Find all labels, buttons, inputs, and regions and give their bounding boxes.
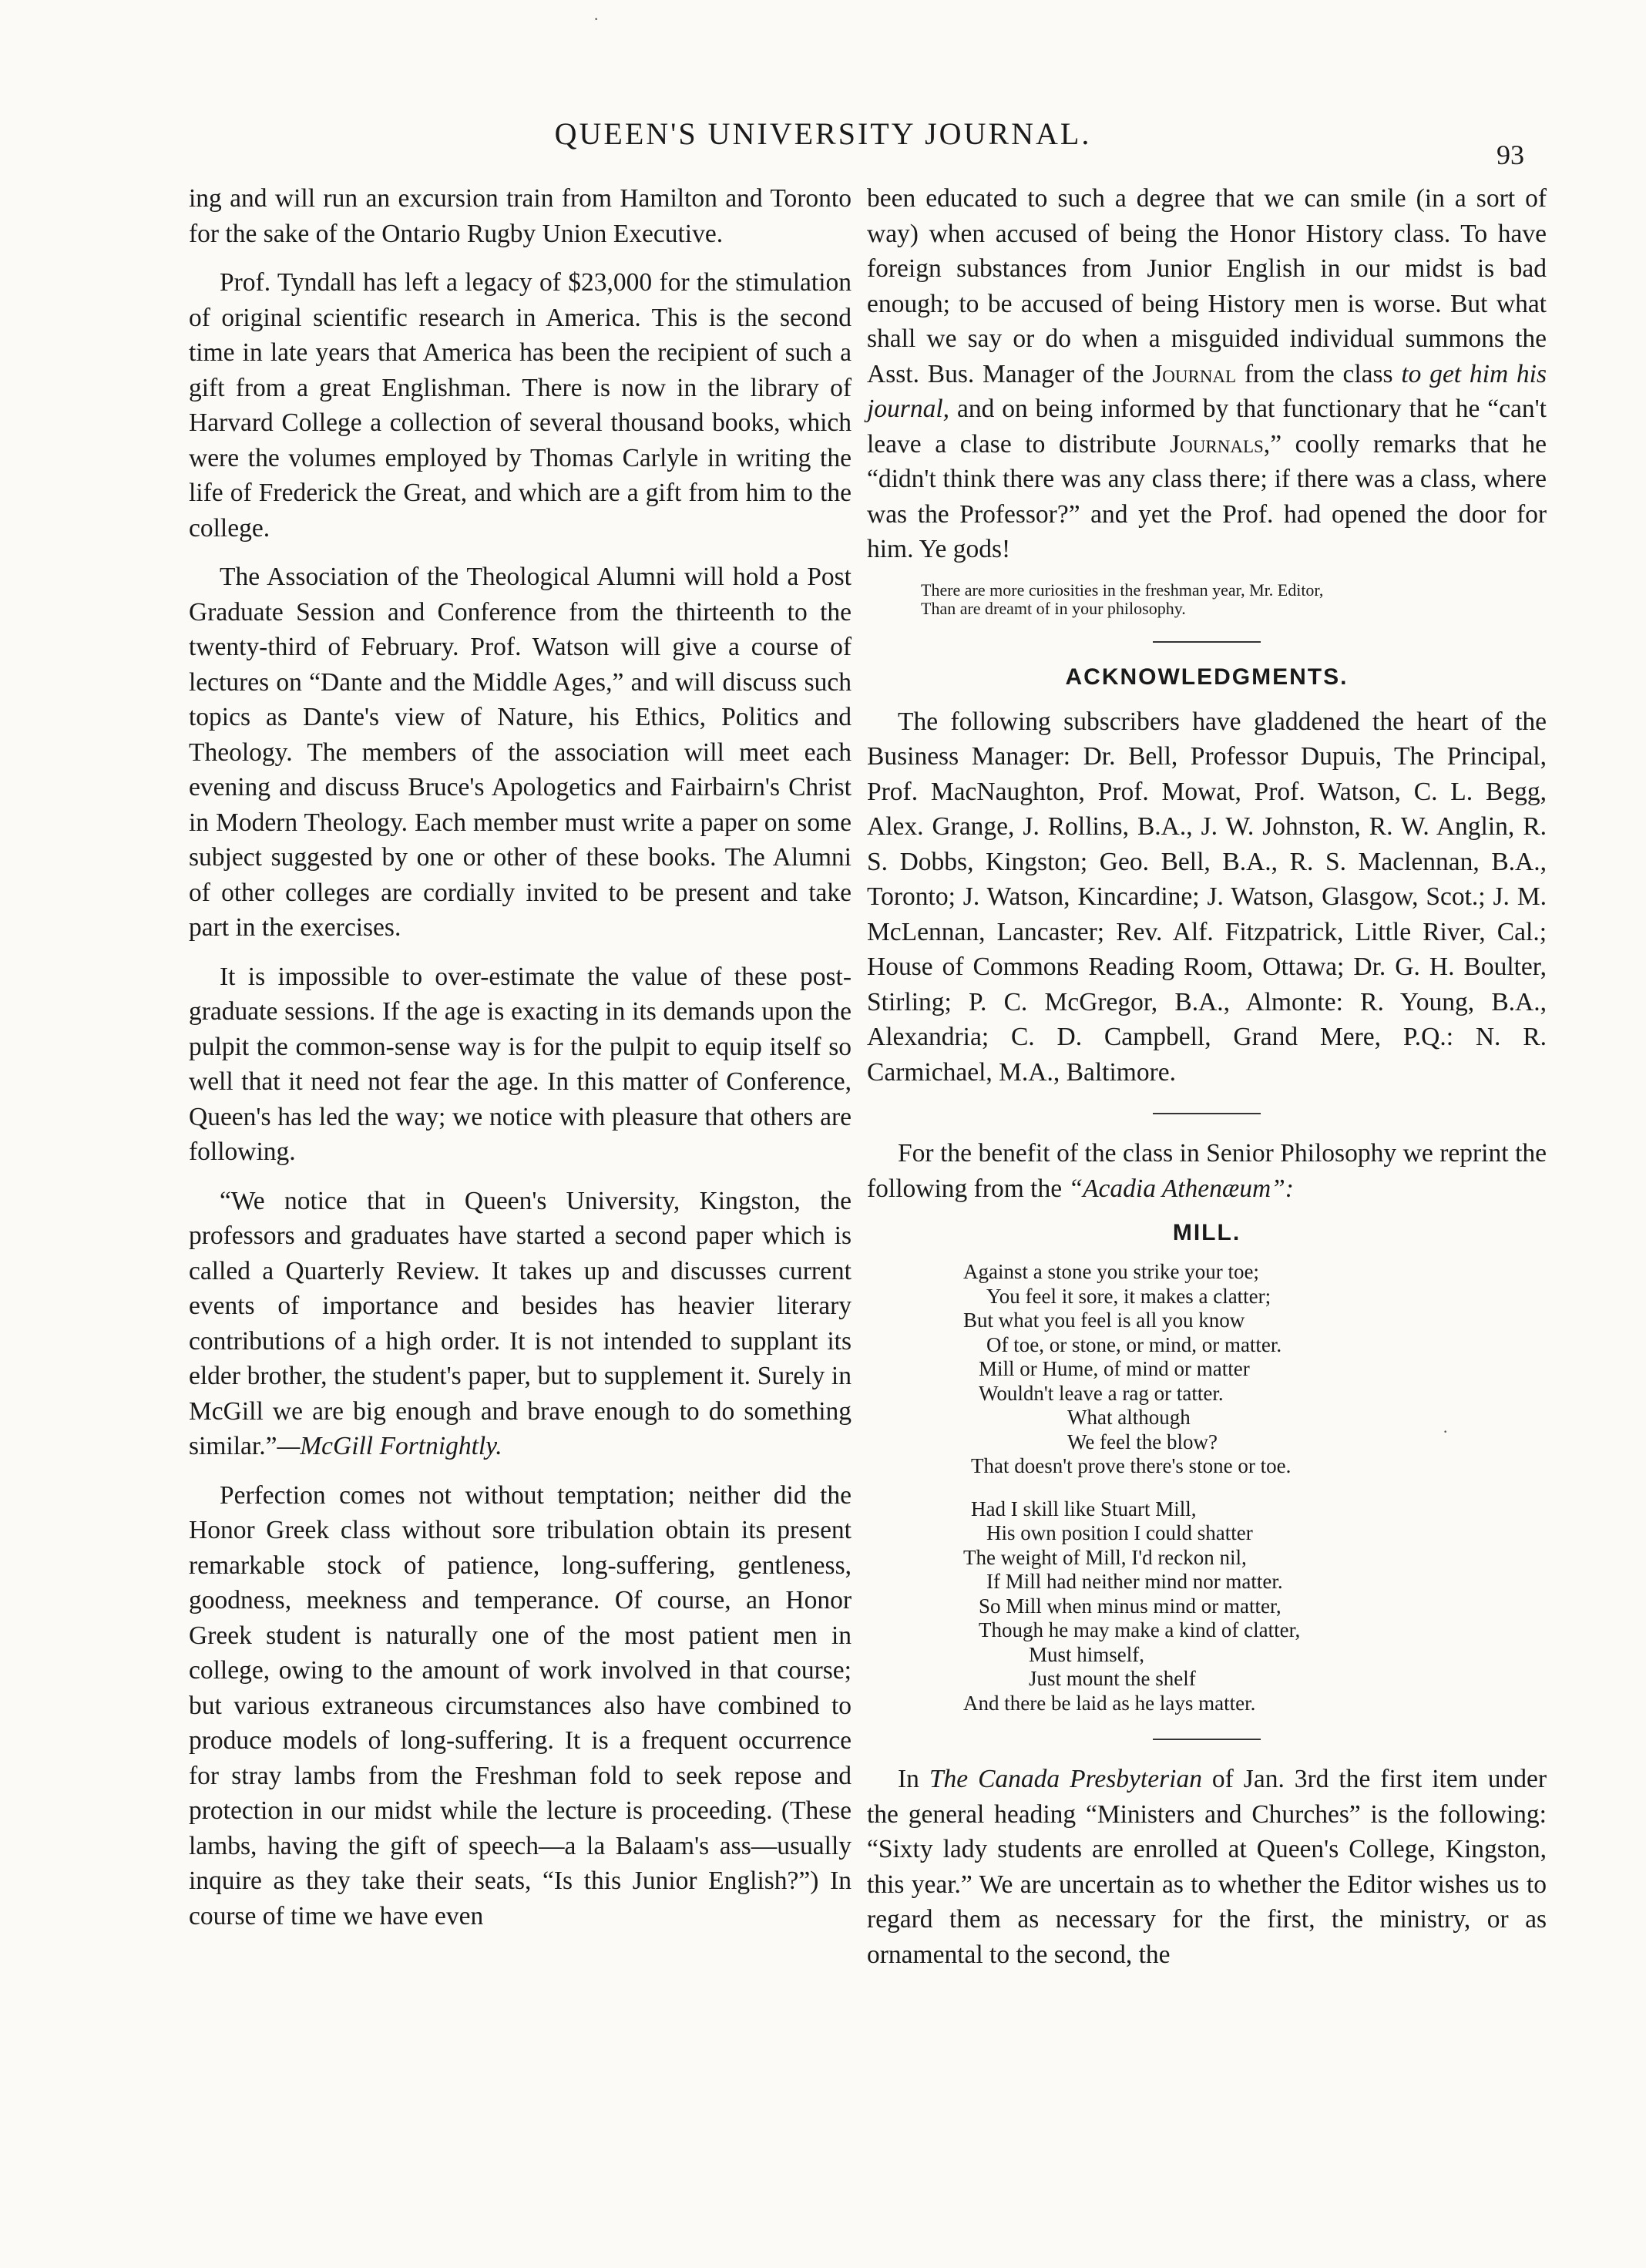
poem-stanza bbox=[963, 1497, 1547, 1716]
reprint-intro: For the benefit of the class in Senior Philosophy we reprint the following from the “Acadia Athenæum”: bbox=[867, 1139, 1547, 1203]
poem-line: Though he may make a kind of clatter, bbox=[979, 1618, 1301, 1641]
paragraph-theological-alumni: The Association of the Theological Alumni will hold a Post Graduate Session and Conference from the thirteenth to the twenty-third of February. Prof. Watson will give a course of lectures on “Dante and the Middle Ages,” and will discuss such topics as Dante's view of Nature, his Ethics, Politics and Theology. The members of the association will meet each evening and discuss Bruce's Apologetics and Fairbairn's Christ in Modern Theology. Each member must write a paper on some subject suggested by one or other of these books. The Alumni of other colleges are cordially invited to be present and take part in the exercises. bbox=[189, 563, 852, 942]
poem-line: And there be laid as he lays matter. bbox=[963, 1691, 1256, 1715]
poem-line: That doesn't prove there's stone or toe. bbox=[971, 1454, 1292, 1477]
journal-smallcaps: Journal bbox=[1152, 359, 1237, 388]
epigraph bbox=[867, 581, 1547, 618]
poem-line: What although bbox=[1067, 1406, 1191, 1429]
poem-line: Wouldn't leave a rag or tatter. bbox=[979, 1381, 1224, 1405]
paragraph-honor-greek: Perfection comes not without temptation; neither did the Honor Greek class without sore tribulation obtain its present remarkable stock of patience, long-suffering, gentleness, goodness, meekness and temperance. Of course, an Honor Greek student is naturally one of the most patient men in college, owing to the amount of work involved in that course; but various extraneous circumstances also have combined to produce models of long-suffering. It is a frequent occurrence for stray lambs from the Freshman fold to seek repose and protection in our midst while the lecture is proceeding. (These lambs, having the gift of speech—a la Balaam's ass—usually inquire as they take their seats, “Is this Junior English?”) In course of time we have even bbox=[189, 1480, 852, 1930]
poem-line: The weight of Mill, I'd reckon nil, bbox=[963, 1545, 1247, 1569]
poem-line: If Mill had neither mind nor matter. bbox=[986, 1570, 1283, 1593]
paragraph-honor-history: been educated to such a degree that we can smile (in a sort of way) when accused of being the Honor History class. To have foreign substances from Junior English in our midst is bad enough; to be accused of being History men is worse. But what shall we say or do when a misguided individual summons the Asst. Bus. Manager of the Journal from the class to get him his journal, and on being informed by that functionary that he “can't leave a clase to distribute Journals,” coolly remarks that he “didn't think there was any class there; if there was a class, where was the Professor?” and yet the Prof. had opened the door for him. Ye gods! bbox=[867, 184, 1547, 563]
running-title: QUEEN'S UNIVERSITY JOURNAL. bbox=[554, 116, 1092, 151]
poem-stanza bbox=[963, 1260, 1547, 1479]
poem-line: Must himself, bbox=[1029, 1642, 1145, 1666]
poem-title: MILL. bbox=[1172, 1220, 1241, 1245]
poem-line: But what you feel is all you know bbox=[963, 1309, 1245, 1332]
quote-text: “We notice that in Queen's University, Kingston, the professors and graduates have started a second paper which is called a Quarterly Review. It takes up and discusses current events of importance and besides has heavier literary contributions of a high order. It is not intended to supplant its elder brother, the student's paper, but to supplement it. Surely in McGill we are big enough and brave enough to do something similar.” bbox=[189, 1186, 852, 1460]
paragraph-excursion: ing and will run an excursion train from Hamilton and Toronto for the sake of the Ontario Rugby Union Executive. bbox=[189, 184, 852, 248]
speck-mark: · bbox=[593, 9, 600, 29]
poem-line: We feel the blow? bbox=[1067, 1430, 1218, 1453]
reprint-source: “Acadia Athenæum”: bbox=[1068, 1174, 1294, 1203]
acknowledgments-paragraph: The following subscribers have gladdened the heart of the Business Manager: Dr. Bell, Professor Dupuis, The Principal, Prof. MacNaughton, Prof. Mowat, Prof. Watson, C. L. Begg, Alex. Grange, J. Rollins, B.A., J. W. Johnston, R. W. Anglin, R. S. Dobbs, Kingston; Geo. Bell, B.A., R. S. Maclennan, B.A., Toronto; J. Watson, Kincardine; J. Watson, Glasgow, Scot.; J. M. McLennan, Lancaster; Rev. Alf. Fitzpatrick, Little River, Cal.; House of Commons Reading Room, Ottawa; Dr. G. H. Boulter, Stirling; P. C. McGregor, B.A., Almonte: R. Young, B.A., Alexandria; C. D. Campbell, Grand Mere, P.Q.: N. R. Carmichael, M.A., Baltimore. bbox=[867, 707, 1547, 1087]
epigraph-line: Than are dreamt of in your philosophy. bbox=[921, 598, 1186, 618]
journals-smallcaps: Journals, bbox=[1170, 429, 1271, 459]
poem-line: Against a stone you strike your toe; bbox=[963, 1260, 1259, 1283]
right-column bbox=[867, 181, 1547, 1986]
section-divider bbox=[1153, 1113, 1261, 1114]
speck-mark: · bbox=[1443, 1422, 1449, 1441]
paragraph-post-graduate: It is impossible to over-estimate the value of these post-graduate sessions. If the age is exacting in its demands upon the pulpit the common-sense way is for the pulpit to equip itself so well that it need not fear the age. In this matter of Conference, Queen's has led the way; we notice with pleasure that others are following. bbox=[189, 962, 852, 1166]
poem-mill bbox=[963, 1260, 1547, 1715]
paragraph-canada-presbyterian: In The Canada Presbyterian of Jan. 3rd the first item under the general heading “Ministers and Churches” is the following: “Sixty lady students are enrolled at Queen's College, Kingston, this year.” We are uncertain as to whether the Editor wishes us to regard them as necessary for the first, the ministry, or as ornamental to the second, the bbox=[867, 1765, 1547, 1969]
poem-line: Of toe, or stone, or mind, or matter. bbox=[986, 1332, 1282, 1356]
canada-presbyterian-title: The Canada Presbyterian bbox=[929, 1765, 1202, 1793]
poem-line: Had I skill like Stuart Mill, bbox=[971, 1497, 1197, 1520]
section-divider bbox=[1153, 1739, 1261, 1740]
acknowledgments-heading: ACKNOWLEDGMENTS. bbox=[1065, 664, 1349, 690]
poem-line: His own position I could shatter bbox=[986, 1521, 1253, 1544]
section-divider bbox=[1153, 641, 1261, 643]
epigraph-line: There are more curiosities in the freshman year, Mr. Editor, bbox=[921, 580, 1324, 600]
poem-line: Mill or Hume, of mind or matter bbox=[979, 1357, 1250, 1380]
poem-line: You feel it sore, it makes a clatter; bbox=[986, 1284, 1271, 1308]
poem-line: Just mount the shelf bbox=[1029, 1667, 1196, 1690]
poem-line: So Mill when minus mind or matter, bbox=[979, 1594, 1282, 1618]
paragraph-tyndall: Prof. Tyndall has left a legacy of $23,000 for the stimulation of original scientific research in America. This is the second time in late years that America has been the recipient of such a gift from a great Englishman. There is now in the library of Harvard College a collection of several thousand books, which were the volumes employed by Thomas Carlyle in writing the life of Frederick the Great, and which are a gift from him to the college. bbox=[189, 268, 852, 543]
quote-source: —McGill Fortnightly. bbox=[277, 1432, 502, 1460]
left-column bbox=[189, 181, 852, 1947]
page-number: 93 bbox=[1497, 139, 1524, 170]
paragraph-mcgill-quote bbox=[189, 1184, 852, 1464]
